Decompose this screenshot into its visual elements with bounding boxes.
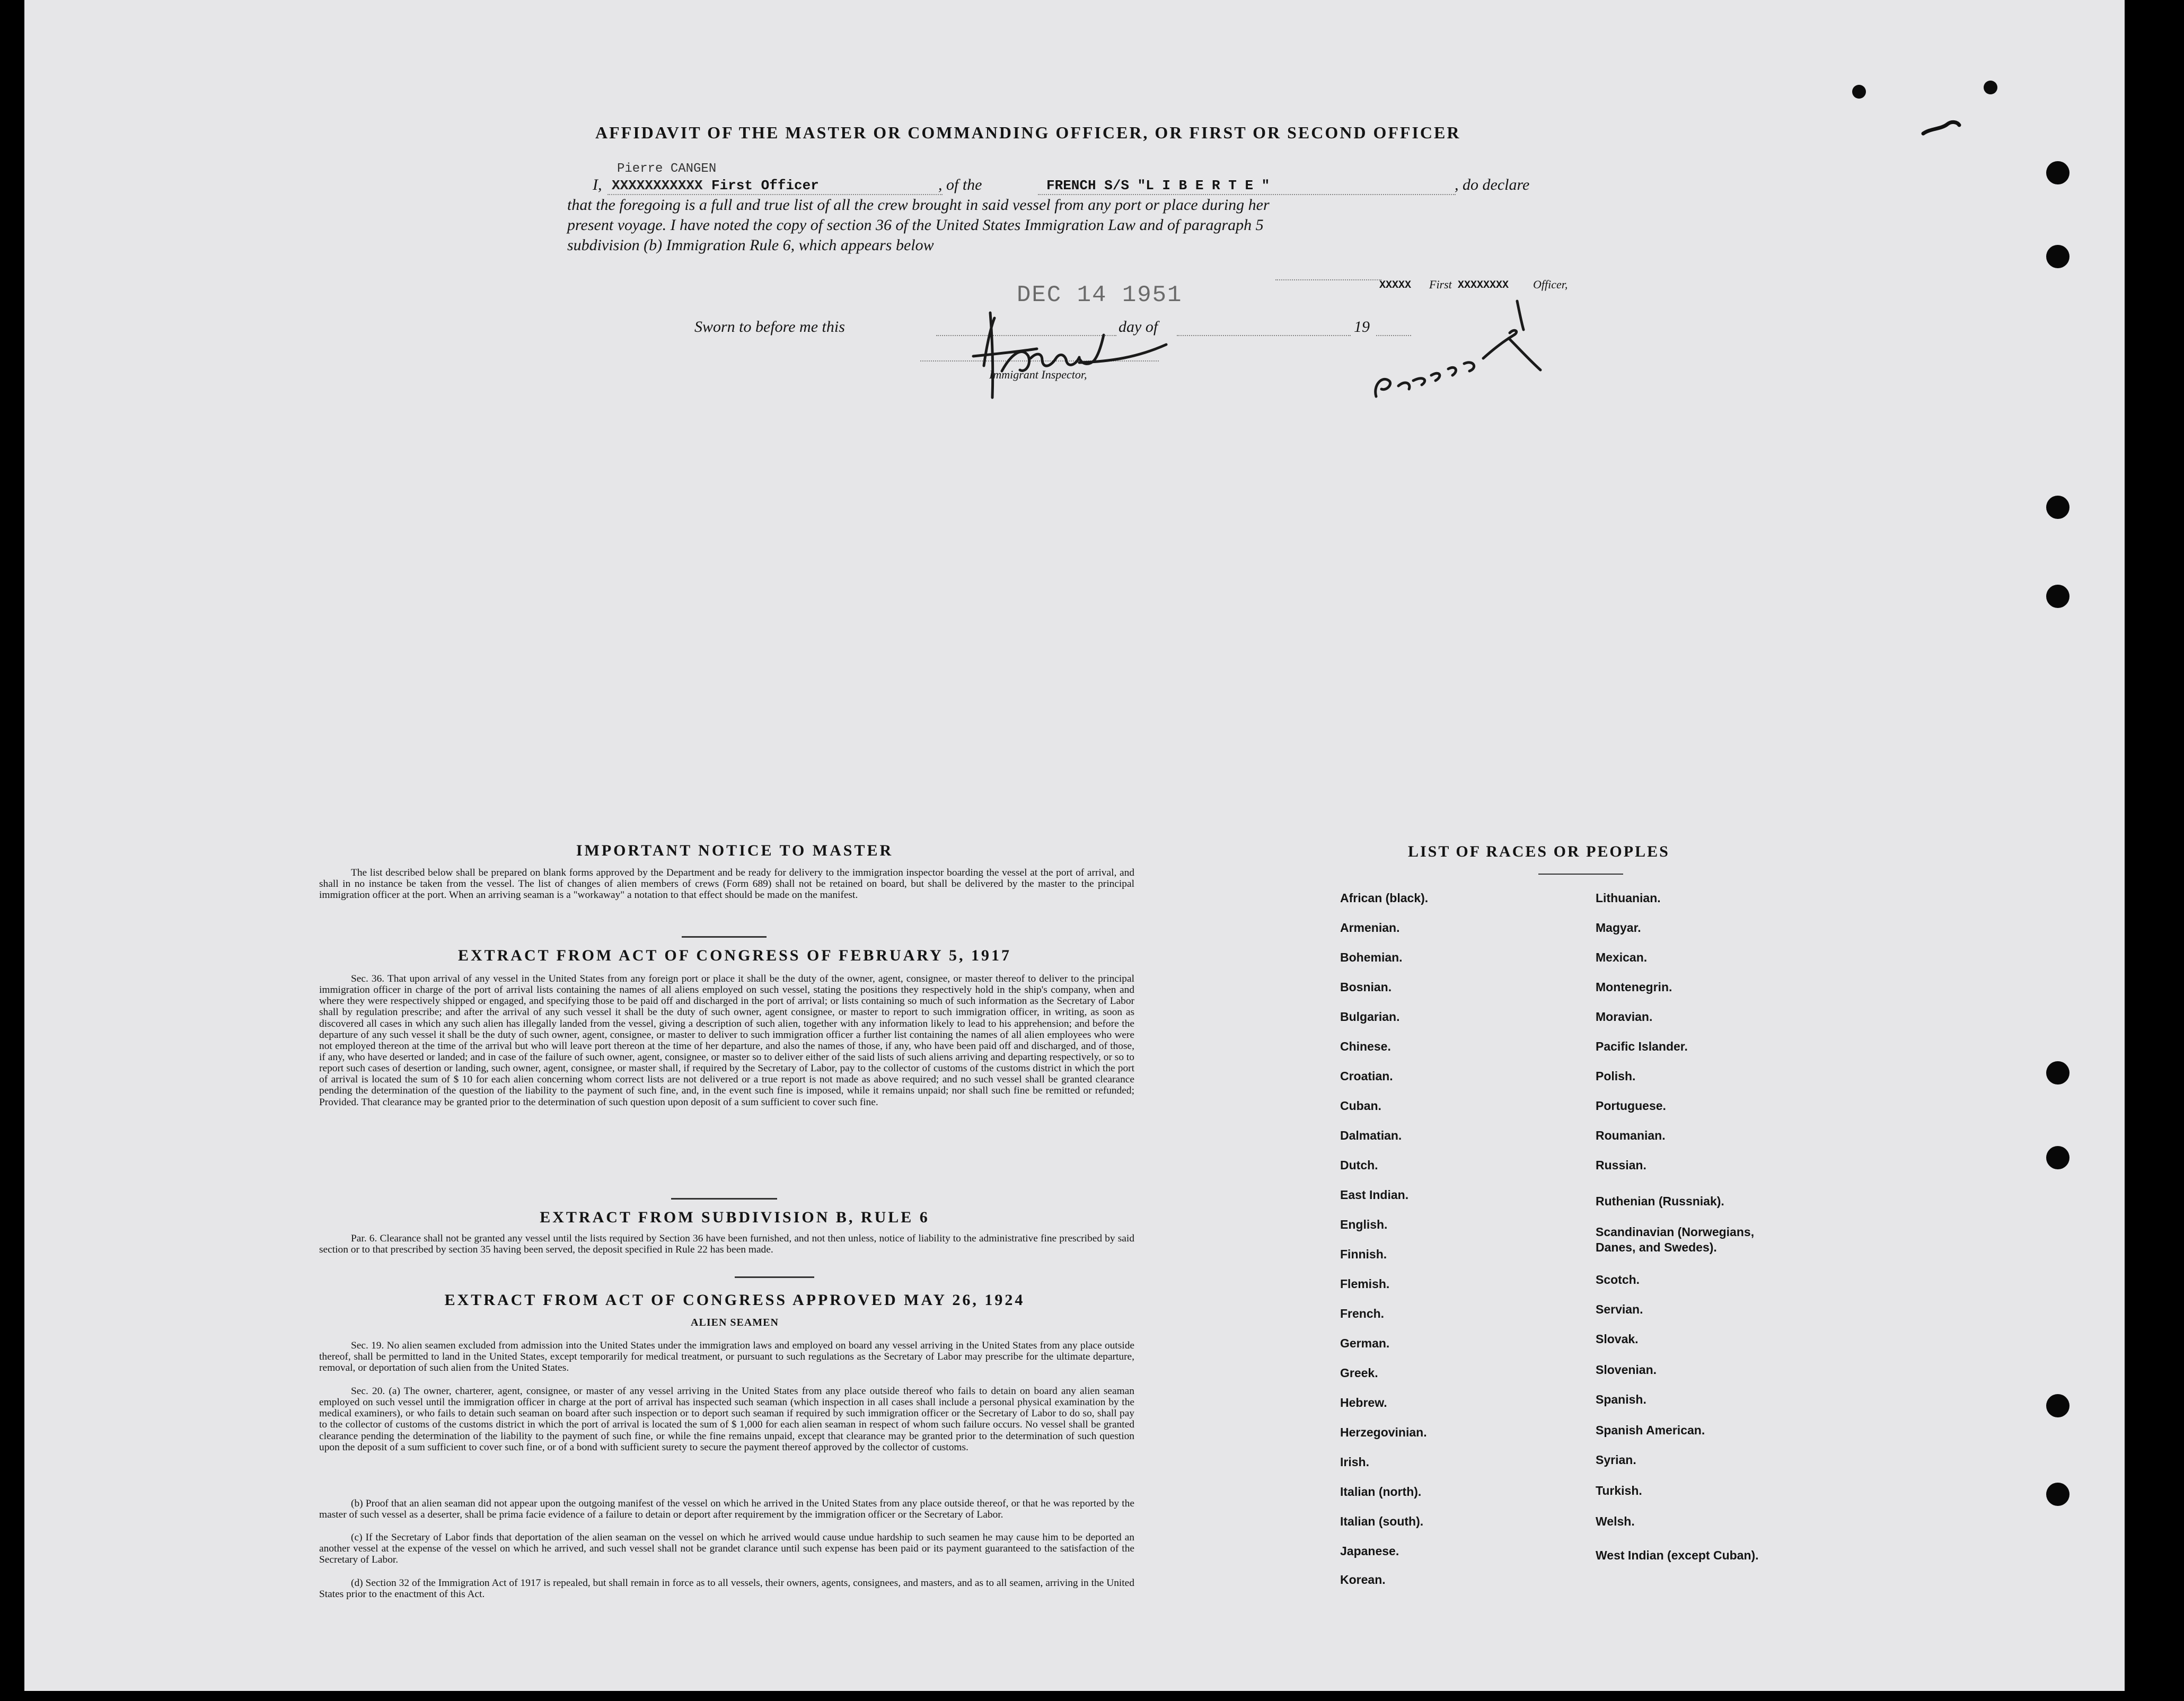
race-item: Herzegovinian. [1340,1425,1427,1439]
race-item: Russian. [1596,1158,1646,1172]
officer-signature [1360,290,1572,407]
affidavit-line-3: present voyage. I have noted the copy of section 36 of the United States Immigration Law and of paragraph 5 [567,216,1264,234]
races-title: LIST OF RACES OR PEOPLES [1408,843,1670,860]
fill-line [1038,194,1456,195]
race-item: Korean. [1340,1573,1386,1587]
race-item: Slovak. [1596,1332,1639,1346]
race-item: East Indian. [1340,1188,1409,1202]
race-item: Turkish. [1596,1484,1642,1497]
race-item: Polish. [1596,1069,1636,1083]
race-item: Magyar. [1596,921,1641,935]
section-rule [735,1276,814,1278]
extract-1924-sec20a: Sec. 20. (a) The owner, charterer, agent, consignee, or master of any vessel arriving in the United States from any place outside thereof who fails to detain on board any alien seaman employed on such vessel until the immigration officer in charge at the port of arrival has inspected such seaman (which inspection in all cases shall include a personal physical examination by the medical examiners), or who fails to detain such seaman on board after such inspection or to deport such seaman if required by such immigration officer or the Secretary of Labor to do so, shall pay to the collector of customs of the customs district in which the port of arrival is located the sum of $ 1,000 for each alien seaman in respect of whom such failure occurs. No vessel shall be granted clearance pending the determination of the liability to the payment of such fine, or while the fine remains unpaid, except that clearance may be granted prior to the determination of such question upon the deposit of a sum sufficient to cover such fine, or of a bond with sufficient surety to secure the payment thereof approved by the collector of customs. [319,1386,1134,1453]
race-item: Dutch. [1340,1158,1378,1172]
fill-line [1275,279,1381,280]
punch-hole [2046,585,2069,608]
race-item: Bohemian. [1340,950,1403,964]
punch-hole [2046,245,2069,268]
notice-body: The list described below shall be prepared on blank forms approved by the Department and be ready for delivery to the immigration inspector boarding the vessel at the port of arrival, and shall in no instance be taken from the vessel. The list of changes of alien members of crews (Form 689) shall not be retained on board, but shall be delivered by the master to the principal immigration officer at the port. When an arriving seaman is a "workaway" a notation to that effect should be made on the manifest. [319,867,1134,901]
punch-hole [2046,161,2069,184]
officer-first: First [1429,278,1452,291]
sworn-label: Sworn to before me this [694,318,845,336]
race-item: Dalmatian. [1340,1129,1402,1142]
extract-1924-subtitle: ALIEN SEAMEN [691,1317,779,1328]
fill-line [1177,335,1351,336]
extract-1924-title: EXTRACT FROM ACT OF CONGRESS APPROVED MAY 26, 1924 [444,1291,1025,1309]
punch-hole [2046,1394,2069,1417]
race-item: Slovenian. [1596,1363,1657,1377]
race-item: Welsh. [1596,1514,1635,1528]
race-item: Servian. [1596,1302,1643,1316]
ink-mark [1920,118,1962,139]
extract-1917-body: Sec. 36. That upon arrival of any vessel in the United States from any foreign port or place it shall be the duty of the owner, agent, consignee, or master thereof to deliver to the principal immigration officer in charge of the port of arrival lists containing the names of all aliens employed on such vessel, stating the positions they respectively hold in the ship's company, when and where they were respectively shipped or engaged, and specifying those to be paid off and discharged in the port of arrival; or lists containing so much of such information as the Secretary of Labor shall by regulation prescribe; and after the arrival of any such vessel it shall be the duty of such owner, agent consignee, or master to report to such immigration officer, in writing, as soon as discovered all cases in which any such alien has illegally landed from the vessel, giving a description of such alien, together with any information likely to lead to his apprehension; and before the departure of any such vessel it shall be the duty of such owner, agent, consignee, or master to deliver to such immigration officer a further list containing the names of all alien employees who were not employed thereon at the time of the arrival but who will leave port thereon at the time of her departure, and also the names of those, if any, who have been paid off and discharged, and of those, if any, who have deserted or landed; and in case of the failure of such owner, agent, consignee, or master so to deliver either of the said lists of such aliens arriving and departing respectively, or so to report such cases of desertion or landing, such owner, agent, consignee, or master shall, if required by the Secretary of Labor, pay to the collector of customs of the customs district in which the port of arrival is located the sum of $ 10 for each alien concerning whom correct lists are not delivered or a true report is not made as above required; and no such vessel shall be granted clearance pending the determination of the question of the liability to the payment of such fine, and, in the event such fine is imposed, while it remains unpaid; nor shall such fine be remitted or refunded; Provided. That clearance may be granted prior to the determination of such question upon deposit of a sum sufficient to cover such fine. [319,973,1134,1108]
affidavit-title: AFFIDAVIT OF THE MASTER OR COMMANDING OFFICER, OR FIRST OR SECOND OFFICER [595,123,1461,142]
race-item: Scotch. [1596,1273,1640,1286]
officer-rank: First Officer [711,178,819,193]
race-item: Syrian. [1596,1453,1636,1467]
affidavit-line-4: subdivision (b) Immigration Rule 6, which appears below [567,236,934,254]
race-item: African (black). [1340,891,1429,905]
race-item: Ruthenian (Russniak). [1596,1194,1724,1208]
race-item: Montenegrin. [1596,980,1672,994]
race-item: Roumanian. [1596,1129,1666,1142]
punch-hole [1984,81,1997,94]
affidavit-i-prefix: I, [593,176,602,193]
section-rule [682,936,767,938]
extract-1924-sec20c: (c) If the Secretary of Labor finds that deportation of the alien seaman on the vessel on which he arrived would cause undue hardship to such seamen he may cause him to be deported an another vessel at the expense of the vessel on which he arrived, and such vessel shall not be grandet clarance until such expense has been paid or its payment guaranteed to the satisfaction of the Secretary of Labor. [319,1532,1134,1566]
extract-rule6-title: EXTRACT FROM SUBDIVISION B, RULE 6 [540,1209,930,1226]
document-sheet [24,0,2125,1691]
race-item: Moravian. [1596,1010,1653,1024]
race-item: Flemish. [1340,1277,1390,1291]
affidavit-line-2: that the foregoing is a full and true list of all the crew brought in said vessel from any port or place during her [567,196,1270,214]
race-item: Italian (north). [1340,1485,1422,1499]
race-item: Mexican. [1596,950,1648,964]
of-the-label: , of the [938,176,982,193]
race-item: West Indian (except Cuban). [1596,1548,1759,1562]
do-declare-label: , do declare [1455,176,1530,193]
section-rule [671,1198,777,1200]
notice-title: IMPORTANT NOTICE TO MASTER [576,842,894,859]
struck-title: XXXXXXXXXXX [612,178,703,193]
race-item: Bosnian. [1340,980,1392,994]
extract-1924-sec20d: (d) Section 32 of the Immigration Act of 1917 is repealed, but shall remain in force as to all vessels, their owners, agents, consignees, and masters, and as to all seamen, arriving in the United States prior to the enactment of this Act. [319,1577,1134,1600]
race-item: Greek. [1340,1366,1378,1380]
year-prefix: 19 [1354,318,1370,336]
extract-rule6-body: Par. 6. Clearance shall not be granted any vessel until the lists required by Section 36 have been furnished, and not then unless, notice of liability to the administrative fine prescribed by said section or to that prescribed by section 35 having been served, the deposit specified in Rule 22 has been made. [319,1233,1134,1256]
date-stamp: DEC 14 1951 [1017,282,1183,309]
race-item: Chinese. [1340,1039,1391,1053]
extract-1917-title: EXTRACT FROM ACT OF CONGRESS OF FEBRUARY 5, 1917 [457,947,1012,964]
inspector-label: Immigrant Inspector, [989,368,1087,381]
extract-1924-sec19: Sec. 19. No alien seamen excluded from admission into the United States under the immigration laws and employed on board any vessel arriving in the United States from any place outside thereof, shall be permitted to land in the United States, except temporarily for medical treatment, or pursuant to such regulations as the Secretary of Labor may prescribe for the ultimate departure, removal, or deportation of such alien from the United States. [319,1340,1134,1374]
officer-suffix: Officer, [1533,278,1568,291]
day-of-label: day of [1119,318,1158,336]
section-rule [1538,874,1623,875]
race-item: Finnish. [1340,1247,1387,1261]
race-item: Hebrew. [1340,1396,1387,1409]
punch-hole [2046,1146,2069,1169]
punch-hole [1852,85,1866,99]
race-item: German. [1340,1336,1390,1350]
inspector-signature [963,307,1185,403]
race-item: Spanish. [1596,1392,1646,1406]
race-item: Spanish American. [1596,1423,1705,1437]
race-item: Japanese. [1340,1544,1399,1558]
punch-hole [2046,1061,2069,1085]
race-item: Portuguese. [1596,1099,1666,1113]
race-item: Italian (south). [1340,1514,1424,1528]
race-item: Cuban. [1340,1099,1381,1113]
race-item: Irish. [1340,1455,1369,1469]
typed-name: Pierre CANGEN [617,162,717,176]
officer-struck-a: XXXXX [1379,279,1412,292]
vessel-name: FRENCH S/S "L I B E R T E " [1046,178,1270,193]
race-item: Bulgarian. [1340,1010,1400,1024]
race-item: French. [1340,1307,1385,1320]
punch-hole [2046,1483,2069,1506]
race-item: Lithuanian. [1596,891,1661,905]
fill-line [607,194,943,195]
race-item: Pacific Islander. [1596,1039,1688,1053]
extract-1924-sec20b: (b) Proof that an alien seaman did not appear upon the outgoing manifest of the vessel on which he arrived in the United States from any place outside thereof, or that he was reported by the master of such vessel as a deserter, shall be prima facie evidence of a failure to detain or deport after requirement by the immigration officer or the Secretary of Labor. [319,1498,1134,1521]
officer-struck-b: XXXXXXXX [1458,279,1509,292]
race-item: Armenian. [1340,921,1400,935]
race-item: Scandinavian (Norwegians, Danes, and Swedes). [1596,1225,1755,1254]
race-item: Croatian. [1340,1069,1393,1083]
race-item: English. [1340,1218,1388,1231]
punch-hole [2046,496,2069,519]
